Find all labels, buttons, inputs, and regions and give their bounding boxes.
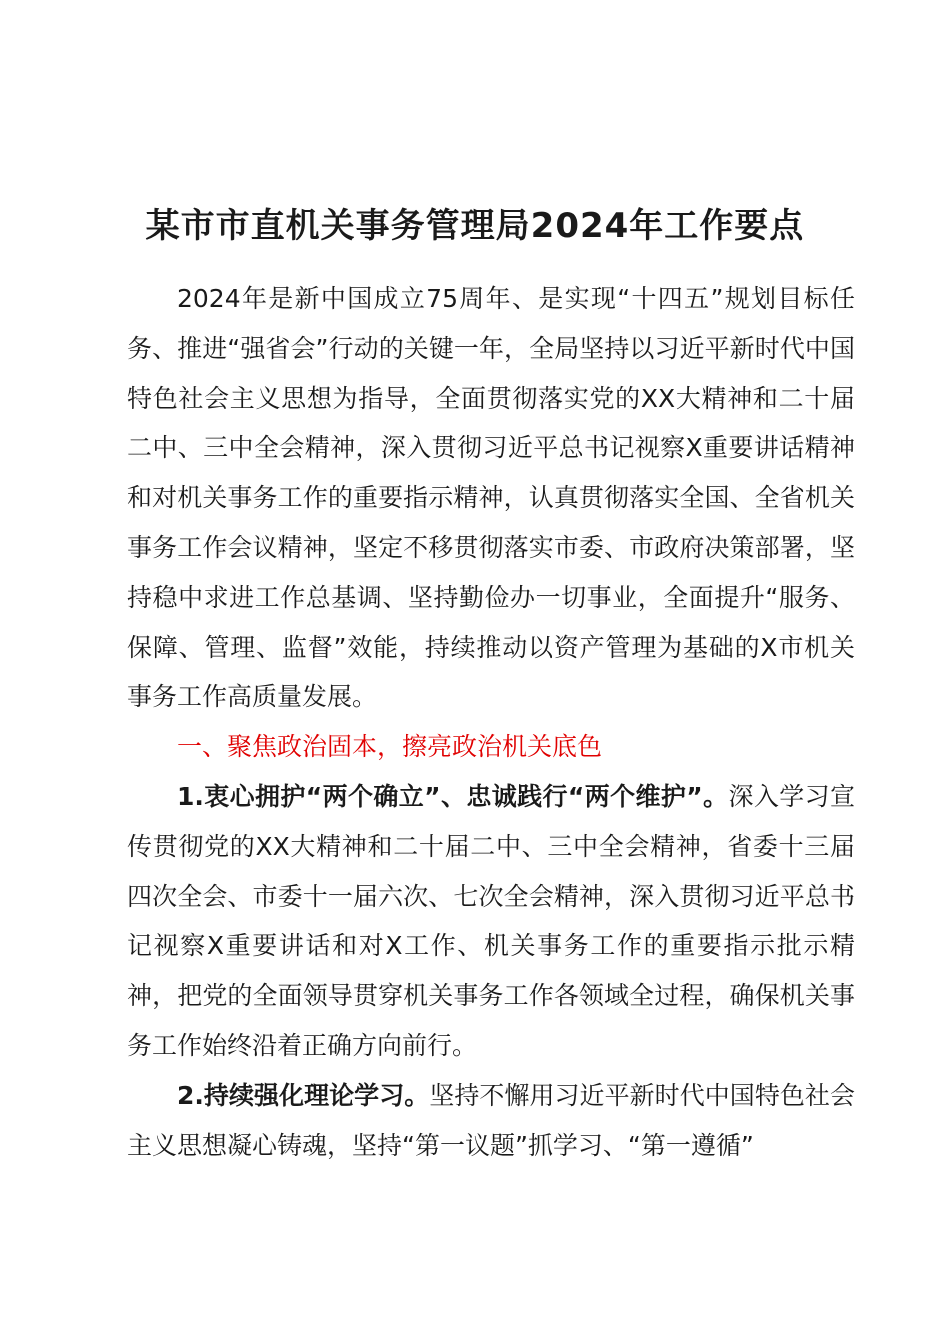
item-1-lead: 1.衷心拥护“两个确立”、忠诚践行“两个维护”。: [177, 781, 729, 811]
document-title: 某市市直机关事务管理局2024年工作要点: [145, 206, 805, 246]
item-1-text: 深入学习宣传贯彻党的XX大精神和二十届二中、三中全会精神，省委十三届四次全会、市委十一届六次、七次全会精神，深入贯彻习近平总书记视察X重要讲话和对X工作、机关事务工作的重要指示批示精神，把党的全面领导贯穿机关事务工作各领域全过程，确保机关事务工作始终沿着正确方向前行。: [127, 781, 855, 1060]
document-body: [127, 274, 855, 1170]
item-2-paragraph: [127, 1071, 855, 1171]
item-1-paragraph: [127, 772, 855, 1071]
item-2-text: 坚持不懈用习近平新时代中国特色社会主义思想凝心铸魂，坚持“第一议题”抓学习、“第一遵循”: [127, 1080, 855, 1160]
item-2-lead: 2.持续强化理论学习。: [177, 1080, 430, 1110]
section-heading-1: 一、聚焦政治固本，擦亮政治机关底色: [177, 732, 603, 762]
intro-paragraph: 2024年是新中国成立75周年、是实现“十四五”规划目标任务、推进“强省会”行动的关键一年，全局坚持以习近平新时代中国特色社会主义思想为指导，全面贯彻落实党的XX大精神和二十届二中、三中全会精神，深入贯彻习近平总书记视察X重要讲话精神和对机关事务工作的重要指示精神，认真贯彻落实全国、全省机关事务工作会议精神，坚定不移贯彻落实市委、市政府决策部署，坚持稳中求进工作总基调、坚持勤俭办一切事业，全面提升“服务、保障、管理、监督”效能，持续推动以资产管理为基础的X市机关事务工作高质量发展。: [127, 284, 855, 712]
